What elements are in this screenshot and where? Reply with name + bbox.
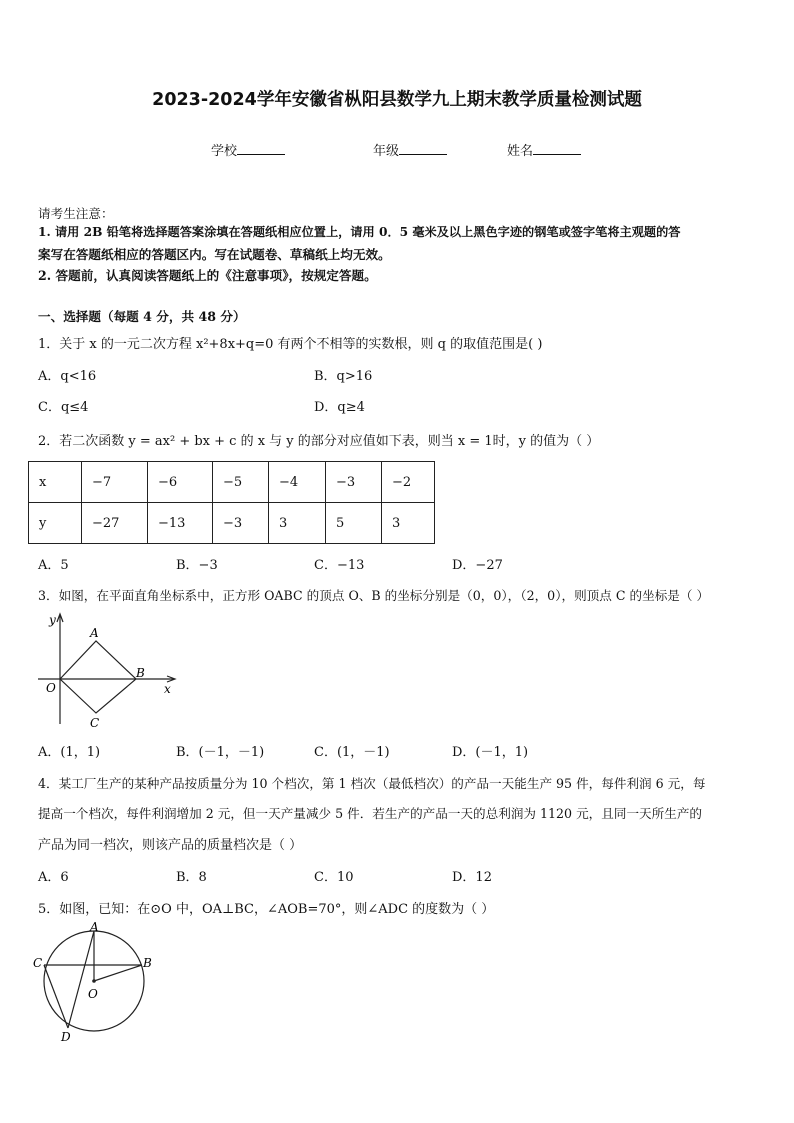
label-o: O: [88, 987, 98, 1001]
label-a: A: [90, 626, 99, 640]
q4-option-b[interactable]: B．8: [176, 870, 207, 885]
table-cell: x: [29, 462, 82, 503]
q1-option-c[interactable]: C．q≤4: [38, 400, 89, 415]
name-label: 姓名: [507, 144, 534, 159]
name-blank[interactable]: [533, 142, 581, 155]
square-oabc: [60, 641, 136, 713]
name-field[interactable]: [507, 140, 581, 159]
q3-option-a[interactable]: A．(1，1): [38, 745, 101, 760]
grade-field[interactable]: [373, 140, 447, 159]
question-4-line-2: 提高一个档次，每件利润增加 2 元，但一天产量减少 5 件．若生产的产品一天的总利润为 1120 元，且同一天所生产的: [38, 806, 703, 821]
label-c: C: [33, 956, 43, 970]
table-cell: −3: [213, 503, 269, 544]
table-cell: −27: [82, 503, 148, 544]
q3-option-b[interactable]: B．(－1，－1): [176, 745, 265, 760]
q4-option-c[interactable]: C．10: [314, 870, 354, 885]
table-cell: −4: [269, 462, 326, 503]
school-blank[interactable]: [237, 142, 285, 155]
question-2-stem: 2．若二次函数 y = ax² + bx + c 的 x 与 y 的部分对应值如下表，则当 x = 1时，y 的值为（ ）: [38, 434, 600, 449]
table-cell: y: [29, 503, 82, 544]
school-field[interactable]: [211, 140, 285, 159]
q2-option-c[interactable]: C．−13: [314, 558, 365, 573]
table-cell: −2: [382, 462, 435, 503]
chord-ad: [68, 931, 94, 1028]
q3-option-d[interactable]: D．(－1，1): [452, 745, 529, 760]
q2-option-a[interactable]: A．5: [38, 558, 69, 573]
question-4-line-3: 产品为同一档次，则该产品的质量档次是（ ）: [38, 838, 303, 853]
section-heading: 一、选择题（每题 4 分，共 48 分）: [38, 309, 246, 324]
label-o: O: [46, 681, 56, 695]
question-3-stem: 3．如图，在平面直角坐标系中，正方形 OABC 的顶点 O、B 的坐标分别是（0，0），（2，0），则顶点 C 的坐标是（ ）: [38, 588, 710, 603]
label-x: x: [164, 682, 171, 696]
page-title: 2023-2024学年安徽省枞阳县数学九上期末教学质量检测试题: [152, 90, 642, 110]
chord-cd: [44, 965, 68, 1028]
label-b: B: [143, 956, 152, 970]
q1-option-d[interactable]: D．q≥4: [314, 400, 365, 415]
question-1-stem: 1．关于 x 的一元二次方程 x²+8x+q=0 有两个不相等的实数根，则 q 的取值范围是( ): [38, 337, 543, 352]
question-4-line-1: 4．某工厂生产的某种产品按质量分为 10 个档次，第 1 档次（最低档次）的产品一天能生产 95 件，每件利润 6 元，每: [38, 776, 706, 791]
table-cell: −7: [82, 462, 148, 503]
question-5-stem: 5．如图，已知：在⊙O 中，OA⊥BC，∠AOB=70°，则∠ADC 的度数为（ ）: [38, 902, 495, 917]
table-cell: −5: [213, 462, 269, 503]
q4-option-a[interactable]: A．6: [38, 870, 69, 885]
table-cell: 3: [382, 503, 435, 544]
label-d: D: [61, 1030, 71, 1044]
label-b: B: [136, 666, 145, 680]
label-y: y: [49, 613, 56, 627]
q2-option-b[interactable]: B．−3: [176, 558, 218, 573]
circle-figure: [30, 920, 160, 1050]
value-table: [28, 461, 435, 544]
table-cell: −3: [326, 462, 382, 503]
school-label: 学校: [211, 144, 238, 159]
label-c: C: [90, 716, 100, 730]
q1-option-a[interactable]: A．q<16: [38, 369, 97, 384]
radius-ob: [94, 965, 142, 981]
grade-label: 年级: [373, 144, 400, 159]
label-a: A: [90, 920, 99, 934]
q3-option-c[interactable]: C．(1，－1): [314, 745, 390, 760]
q2-option-d[interactable]: D．−27: [452, 558, 503, 573]
coordinate-square-figure: [30, 608, 190, 736]
notice-line-2: 2. 答题前，认真阅读答题纸上的《注意事项》，按规定答题。: [38, 268, 377, 283]
table-row-x: [29, 462, 435, 503]
grade-blank[interactable]: [399, 142, 447, 155]
table-cell: 5: [326, 503, 382, 544]
center-point: [92, 979, 96, 983]
table-row-y: [29, 503, 435, 544]
notice-line-1b: 案写在答题纸相应的答题区内。写在试题卷、草稿纸上均无效。: [38, 247, 391, 262]
notice-line-1a: 1. 请用 2B 铅笔将选择题答案涂填在答题纸相应位置上，请用 0．5 毫米及以上黑色字迹的钢笔或签字笔将主观题的答: [38, 225, 681, 239]
table-cell: −6: [148, 462, 213, 503]
q1-option-b[interactable]: B．q>16: [314, 369, 373, 384]
q4-option-d[interactable]: D．12: [452, 870, 492, 885]
notice-heading: 请考生注意：: [38, 206, 114, 221]
table-cell: 3: [269, 503, 326, 544]
table-cell: −13: [148, 503, 213, 544]
